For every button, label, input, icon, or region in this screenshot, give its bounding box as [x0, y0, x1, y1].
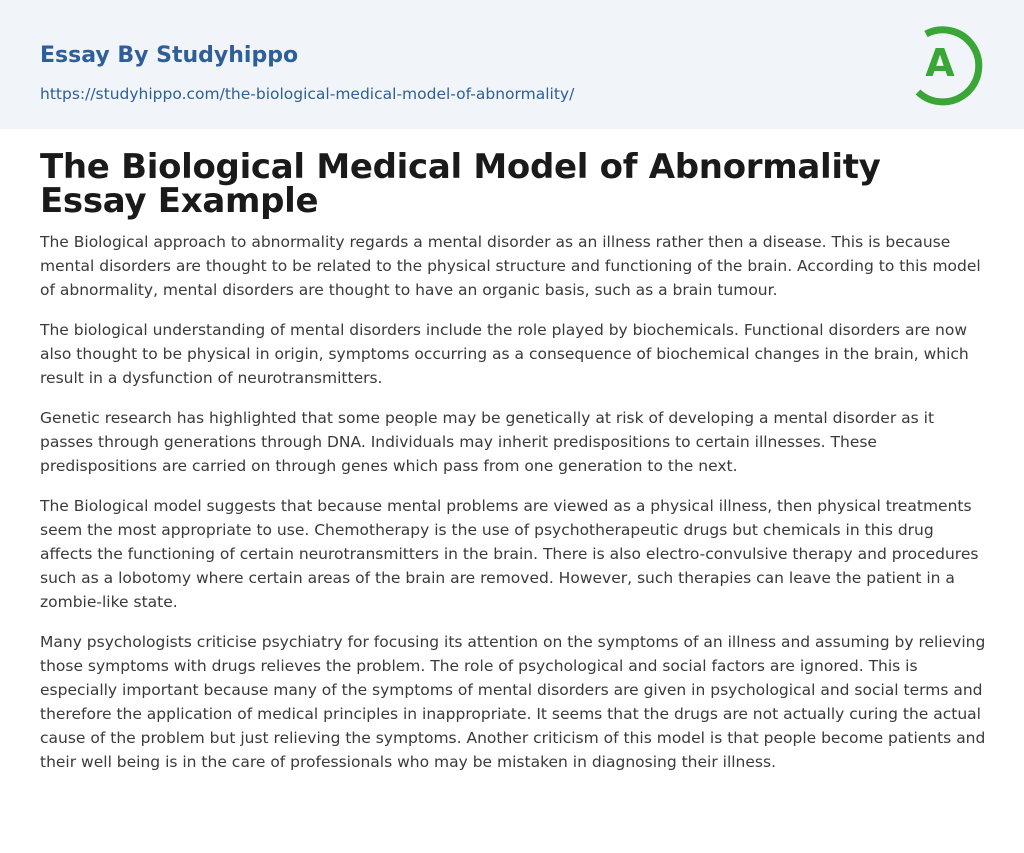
article-paragraph: Genetic research has highlighted that some people may be genetically at risk of developing a mental disorder as it passes through generations through DNA. Individuals may inherit predispositions to certain illnesses. These predispositions are carried on through genes which pass from one generation to the next. — [40, 409, 935, 475]
article-url-link[interactable]: https://studyhippo.com/the-biological-medical-model-of-abnormality/ — [40, 85, 575, 103]
studyhippo-logo-icon[interactable] — [908, 18, 988, 106]
article-title: The Biological Medical Model of Abnormality Essay Example — [40, 147, 881, 221]
page-header — [0, 0, 1024, 129]
logo-letter: A — [925, 41, 955, 85]
article-paragraph: Many psychologists criticise psychiatry for focusing its attention on the symptoms of an illness and assuming by relieving those symptoms with drugs relieves the problem. The role of psychological and social factors are ignored. This is especially important because many of the symptoms of mental disorders are given in psychological and social terms and therefore the application of medical principles in inappropriate. It seems that the drugs are not actually curing the actual cause of the problem but just relieving the symptoms. Another criticism of this model is that people become patients and their well being is in the care of professionals who may be mistaken in diagnosing their illness. — [40, 633, 986, 771]
site-name[interactable]: Essay By Studyhippo — [40, 43, 299, 68]
article — [40, 147, 986, 790]
article-paragraph: The Biological approach to abnormality regards a mental disorder as an illness rather then a disease. This is because mental disorders are thought to be related to the physical structure and functioning of the brain. According to this model of abnormality, mental disorders are thought to have an organic basis, such as a brain tumour. — [40, 233, 981, 299]
article-paragraph: The biological understanding of mental disorders include the role played by biochemicals. Functional disorders are now also thought to be physical in origin, symptoms occurring as a consequence of biochemical changes in the brain, which result in a dysfunction of neurotransmitters. — [40, 321, 969, 387]
article-paragraph: The Biological model suggests that because mental problems are viewed as a physical illness, then physical treatments seem the most appropriate to use. Chemotherapy is the use of psychotherapeutic drugs but chemicals in this drug affects the functioning of certain neurotransmitters in the brain. There is also electro-convulsive therapy and procedures such as a lobotomy where certain areas of the brain are removed. However, such therapies can leave the patient in a zombie-like state. — [40, 497, 979, 611]
